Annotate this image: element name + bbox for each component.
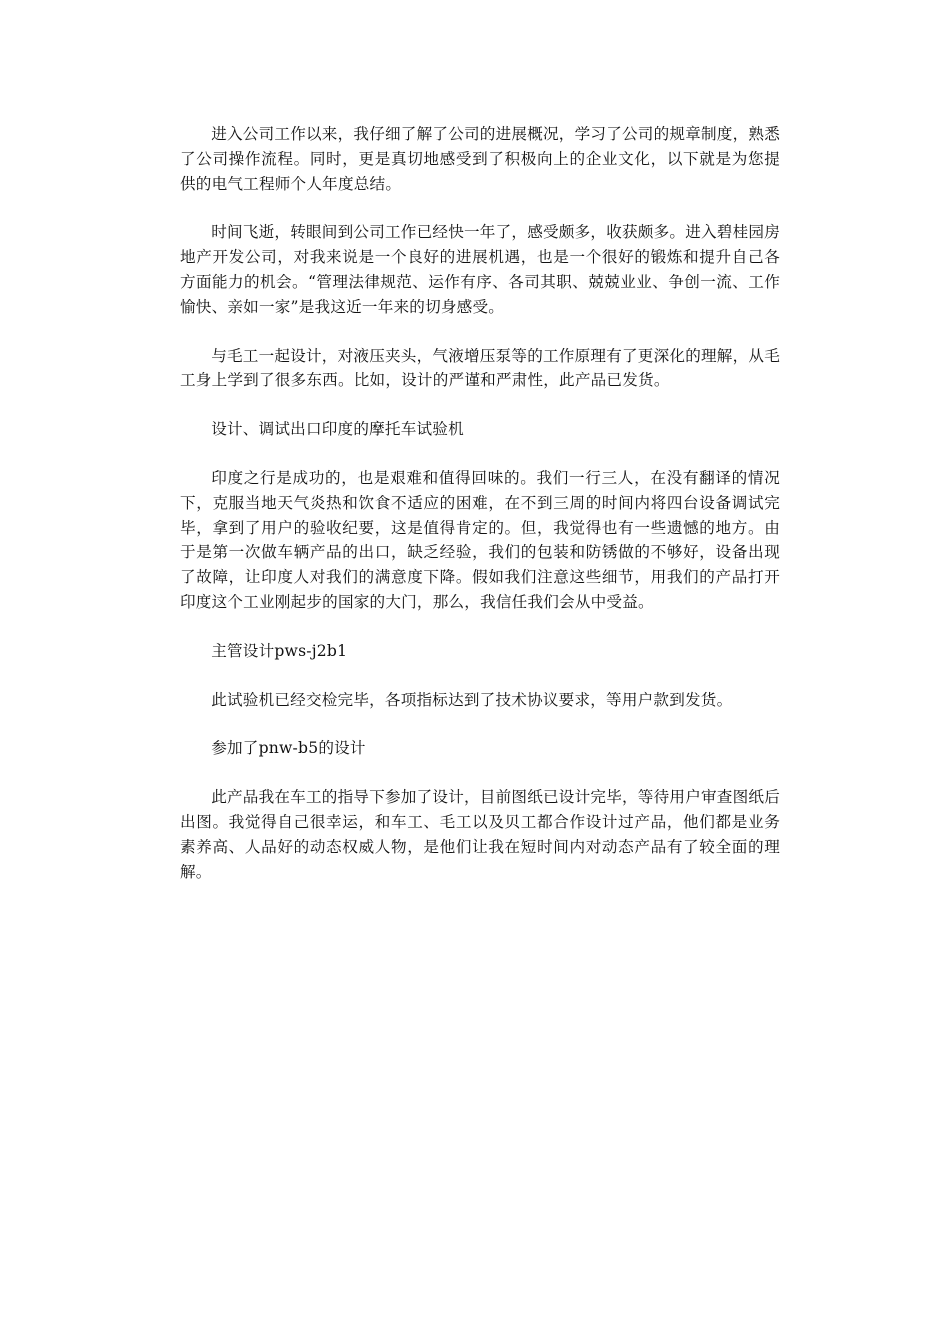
paragraph-time: 时间飞逝，转眼间到公司工作已经快一年了，感受颇多，收获颇多。进入碧桂园房地产开发公司，对我来说是一个良好的进展机遇，也是一个很好的锻炼和提升自己各方面能力的机会。“管理法律规范、运作有序、各司其职、兢兢业业、争创一流、工作愉快、亲如一家”是我这近一年来的切身感受。: [180, 223, 780, 316]
paragraph-india-trip: 印度之行是成功的，也是艰难和值得回味的。我们一行三人，在没有翻译的情况下，克服当地天气炎热和饮食不适应的困难，在不到三周的时间内将四台设备调试完毕，拿到了用户的验收纪要，这是值得肯定的。但，我觉得也有一些遗憾的地方。由于是第一次做车辆产品的出口，缺乏经验，我们的包装和防锈做的不够好，设备出现了故障，让印度人对我们的满意度下降。假如我们注意这些细节，用我们的产品打开印度这个工业刚起步的国家的大门，那么，我信任我们会从中受益。: [180, 468, 780, 611]
paragraph-pws: 此试验机已经交检完毕，各项指标达到了技术协议要求，等用户款到发货。: [211, 690, 733, 709]
paragraph-intro: 进入公司工作以来，我仔细了解了公司的进展概况，学习了公司的规章制度，熟悉了公司操作流程。同时，更是真切地感受到了积极向上的企业文化，以下就是为您提供的电气工程师个人年度总结。: [180, 125, 780, 193]
section-heading-india-machine: 设计、调试出口印度的摩托车试验机: [211, 420, 464, 439]
section-heading-pnw: 参加了pnw-b5的设计: [211, 739, 366, 758]
document-body: [180, 122, 780, 908]
paragraph-design-mao: 与毛工一起设计，对液压夹头，气液增压泵等的工作原理有了更深化的理解，从毛工身上学到了很多东西。比如，设计的严谨和严肃性，此产品已发货。: [180, 346, 780, 390]
section-heading-pws: 主管设计pws-j2b1: [211, 641, 348, 660]
paragraph-pnw: 此产品我在车工的指导下参加了设计，目前图纸已设计完毕，等待用户审查图纸后出图。我觉得自己很幸运，和车工、毛工以及贝工都合作设计过产品，他们都是业务素养高、人品好的动态权威人物，是他们让我在短时间内对动态产品有了较全面的理解。: [180, 788, 780, 881]
